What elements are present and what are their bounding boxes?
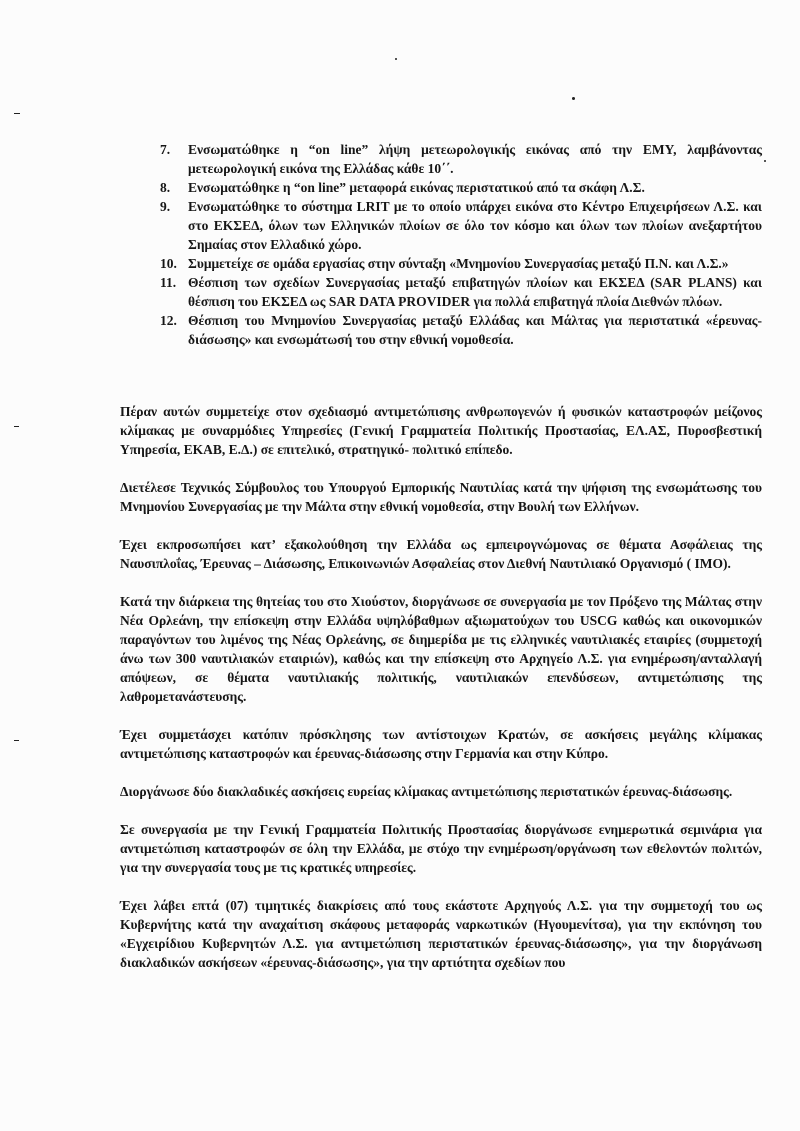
list-item-number: 11. [160,275,177,290]
paragraph: Διοργάνωσε δύο διακλαδικές ασκήσεις ευρείας κλίμακας αντιμετώπισης περιστατικών έρευνας-διάσωσης. [120,784,733,799]
list-item [160,311,762,349]
scan-speck [395,58,397,60]
list-item [160,197,762,254]
list-item-number: 8. [160,180,171,195]
list-item-text: Θέσπιση των σχεδίων Συνεργασίας μεταξύ επιβατηγών πλοίων και ΕΚΣΕΔ (SAR PLANS) και θέσπιση του ΕΚΣΕΔ ως SAR DATA PROVIDER για πολλά επιβατηγά πλοία Διεθνών πλόων. [188,275,762,309]
scan-speck [764,160,766,162]
scan-speck [572,97,575,100]
scan-speck [14,113,20,114]
list-item-text: Συμμετείχε σε ομάδα εργασίας στην σύνταξη «Μνημονίου Συνεργασίας μεταξύ Π.Ν. και Λ.Σ.» [188,256,729,271]
achievements-list [160,140,762,349]
paragraph: Κατά την διάρκεια της θητείας του στο Χιούστον, διοργάνωσε σε συνεργασία με τον Πρόξενο της Μάλτας στην Νέα Ορλεάνη, την επίσκεψη στην Ελλάδα υψηλόβαθμων αξιωματούχων του USCG καθώς και οικονομικών παραγόντων του λιμένος της Νέας Ορλεάνης, σε διημερίδα με τις ελληνικές ναυτιλιακές εταιρίες (συμμετοχή άνω των 300 ναυτιλιακών εταιριών), καθώς και την επίσκεψη στο Αρχηγείο Λ.Σ. για ενημέρωση/ανταλλαγή απόψεων, σε θέματα ναυτιλιακής πολιτικής, ναυτιλιακών επενδύσεων, αντιμετώπισης της λαθρομετανάστευσης. [120,594,762,704]
list-item [160,273,762,311]
list-item-text: Ενσωματώθηκε η “on line” λήψη μετεωρολογικής εικόνας από την ΕΜΥ, λαμβάνοντας μετεωρολογική εικόνα της Ελλάδας κάθε 10΄΄. [188,142,762,176]
list-item-number: 10. [160,256,177,271]
list-item-text: Ενσωματώθηκε το σύστημα LRIT με το οποίο υπάρχει εικόνα στο Κέντρο Επιχειρήσεων Λ.Σ. και στο ΕΚΣΕΔ, όλων των Ελληνικών πλοίων σε όλο τον κόσμο και όλων των πλοίων ανεξαρτήτου Σημαίας στον Ελλαδικό χώρο. [188,199,762,252]
paragraph: Διετέλεσε Τεχνικός Σύμβουλος του Υπουργού Εμπορικής Ναυτιλίας κατά την ψήφιση της ενσωμάτωσης του Μνημονίου Συνεργασίας με την Μάλτα στην εθνική νομοθεσία, στην Βουλή των Ελλήνων. [120,480,762,514]
list-item-text: Θέσπιση του Μνημονίου Συνεργασίας μεταξύ Ελλάδας και Μάλτας για περιστατικά «έρευνας-διάσωσης» και ενσωμάτωσή του στην εθνική νομοθεσία. [188,313,762,347]
scan-speck [14,426,19,427]
list-item [160,254,762,273]
list-item-number: 9. [160,199,171,214]
list-item-text: Ενσωματώθηκε η “on line” μεταφορά εικόνας περιστατικού από τα σκάφη Λ.Σ. [188,180,645,195]
scan-speck [14,740,19,741]
list-item [160,140,762,178]
paragraph: Πέραν αυτών συμμετείχε στον σχεδιασμό αντιμετώπισης ανθρωπογενών ή φυσικών καταστροφών μείζονος κλίμακας με συναρμόδιες Υπηρεσίες (Γενική Γραμματεία Πολιτικής Προστασίας, ΕΛ.ΑΣ, Πυροσβεστική Υπηρεσία, ΕΚΑΒ, Ε.Δ.) σε επιτελικό, στρατηγικό- πολιτικό επίπεδο. [120,404,762,457]
body-text [120,402,762,991]
paragraph: Έχει εκπροσωπήσει κατ’ εξακολούθηση την Ελλάδα ως εμπειρογνώμονας σε θέματα Ασφάλειας της Ναυσιπλοΐας, Έρευνας – Διάσωσης, Επικοινωνιών Ασφαλείας στον Διεθνή Ναυτιλιακό Οργανισμό ( ΙΜΟ). [120,537,762,571]
paragraph: Σε συνεργασία με την Γενική Γραμματεία Πολιτικής Προστασίας διοργάνωσε ενημερωτικά σεμινάρια για αντιμετώπιση καταστροφών σε όλη την Ελλάδα, με στόχο την ενημέρωση/οργάνωση των εθελοντών πολιτών, για την συνεργασία τους με τις κρατικές υπηρεσίες. [120,822,762,875]
list-item-number: 7. [160,142,171,157]
list-item [160,178,762,197]
paragraph: Έχει συμμετάσχει κατόπιν πρόσκλησης των αντίστοιχων Κρατών, σε ασκήσεις μεγάλης κλίμακας αντιμετώπισης καταστροφών και έρευνας-διάσωσης στην Γερμανία και στην Κύπρο. [120,727,762,761]
list-item-number: 12. [160,313,177,328]
paragraph: Έχει λάβει επτά (07) τιμητικές διακρίσεις από τους εκάστοτε Αρχηγούς Λ.Σ. για την συμμετοχή του ως Κυβερνήτης κατά την αναχαίτιση σκάφους μεταφοράς ναρκωτικών (Ηγουμενίτσα), για την εκπόνηση του «Εγχειρίδιου Κυβερνητών Λ.Σ. για αντιμετώπιση περιστατικών έρευνας-διάσωσης», για την διοργάνωση διακλαδικών ασκήσεων «έρευνας-διάσωσης», για την αρτιότητα σχεδίων που [120,898,762,970]
